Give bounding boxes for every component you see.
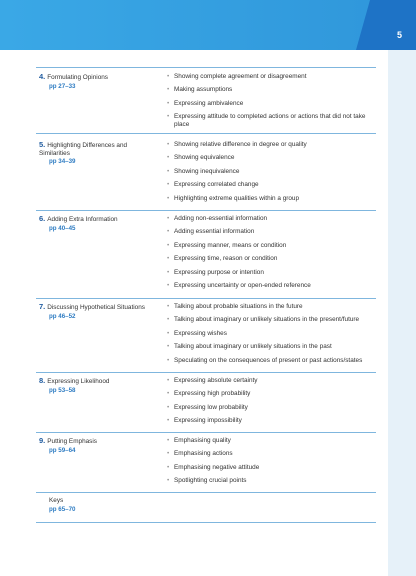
- section-pages[interactable]: pp 40–45: [49, 224, 76, 232]
- section-heading: [49, 497, 167, 513]
- list-item: • Expressing high probability: [167, 390, 373, 397]
- list-item: • Making assumptions: [167, 86, 373, 93]
- section-heading: [39, 73, 157, 90]
- toc-section-5: [36, 136, 376, 211]
- list-item: • Expressing purpose or intention: [167, 269, 373, 276]
- list-item: • Expressing ambivalence: [167, 100, 373, 107]
- list-item: • Showing inequivalence: [167, 168, 373, 175]
- list-item: • Expressing uncertainty or open-ended reference: [167, 282, 373, 289]
- list-item: • Expressing manner, means or condition: [167, 242, 373, 249]
- section-number: 7.: [39, 302, 46, 311]
- list-item: • Adding non-essential information: [167, 215, 373, 222]
- section-heading: [39, 377, 157, 394]
- toc-section-keys: [36, 492, 376, 523]
- list-item: • Expressing impossibility: [167, 417, 373, 424]
- list-item: • Showing relative difference in degree or quality: [167, 141, 373, 148]
- list-item: • Expressing low probability: [167, 404, 373, 411]
- section-pages[interactable]: pp 59–64: [49, 446, 76, 454]
- list-item: • Talking about probable situations in the future: [167, 303, 373, 310]
- topic-list: [167, 141, 373, 208]
- list-item: • Highlighting extreme qualities within a group: [167, 195, 373, 202]
- section-number: 6.: [39, 214, 46, 223]
- section-title: Putting Emphasis: [47, 438, 97, 445]
- page-number: 5: [396, 30, 402, 40]
- list-item: • Expressing correlated change: [167, 181, 373, 188]
- list-item: • Talking about imaginary or unlikely situations in the present/future: [167, 316, 373, 323]
- section-heading: [39, 437, 157, 454]
- list-item: • Emphasising quality: [167, 437, 373, 444]
- topic-list: [167, 437, 373, 491]
- toc-section-9: [36, 432, 376, 493]
- list-item: • Expressing time, reason or condition: [167, 255, 373, 262]
- section-title: Highlighting Differences and Similarities: [39, 142, 128, 157]
- section-title: Discussing Hypothetical Situations: [47, 304, 145, 311]
- section-title: Formulating Opinions: [47, 74, 109, 81]
- list-item: • Showing complete agreement or disagreement: [167, 73, 373, 80]
- section-pages[interactable]: pp 34–39: [49, 158, 76, 165]
- toc-section-8: [36, 372, 376, 433]
- topic-list: [167, 215, 373, 295]
- header-bar: [0, 0, 416, 50]
- section-heading: [39, 215, 157, 232]
- section-pages[interactable]: pp 27–33: [49, 82, 76, 90]
- list-item: • Expressing wishes: [167, 330, 373, 337]
- section-pages[interactable]: pp 46–52: [49, 312, 76, 320]
- list-item: • Expressing absolute certainty: [167, 377, 373, 384]
- section-number: 5.: [39, 140, 46, 149]
- toc-section-4: [36, 68, 376, 134]
- section-heading: [39, 303, 157, 320]
- list-item: • Adding essential information: [167, 228, 373, 235]
- toc-section-6: [36, 210, 376, 299]
- topic-list: [167, 303, 373, 370]
- section-number: 8.: [39, 376, 46, 385]
- list-item: • Emphasising negative attitude: [167, 464, 373, 471]
- section-title: Expressing Likelihood: [47, 378, 110, 385]
- section-number: 4.: [39, 72, 46, 81]
- toc-section-7: [36, 298, 376, 373]
- list-item: • Expressing attitude to completed actions or actions that did not take place: [167, 113, 373, 128]
- list-item: • Showing equivalence: [167, 154, 373, 161]
- topic-list: [167, 73, 373, 134]
- section-number: 9.: [39, 436, 46, 445]
- topic-list: [167, 377, 373, 431]
- list-item: • Talking about imaginary or unlikely situations in the past: [167, 343, 373, 350]
- section-title: Keys: [49, 497, 64, 504]
- list-item: • Spotlighting crucial points: [167, 477, 373, 484]
- list-item: • Emphasising actions: [167, 450, 373, 457]
- section-title: Adding Extra Information: [47, 216, 118, 223]
- section-pages[interactable]: pp 65–70: [49, 505, 76, 513]
- section-pages[interactable]: pp 53–58: [49, 386, 76, 394]
- section-heading: [39, 141, 157, 166]
- list-item: • Speculating on the consequences of present or past actions/states: [167, 357, 373, 364]
- side-strip: [388, 50, 416, 576]
